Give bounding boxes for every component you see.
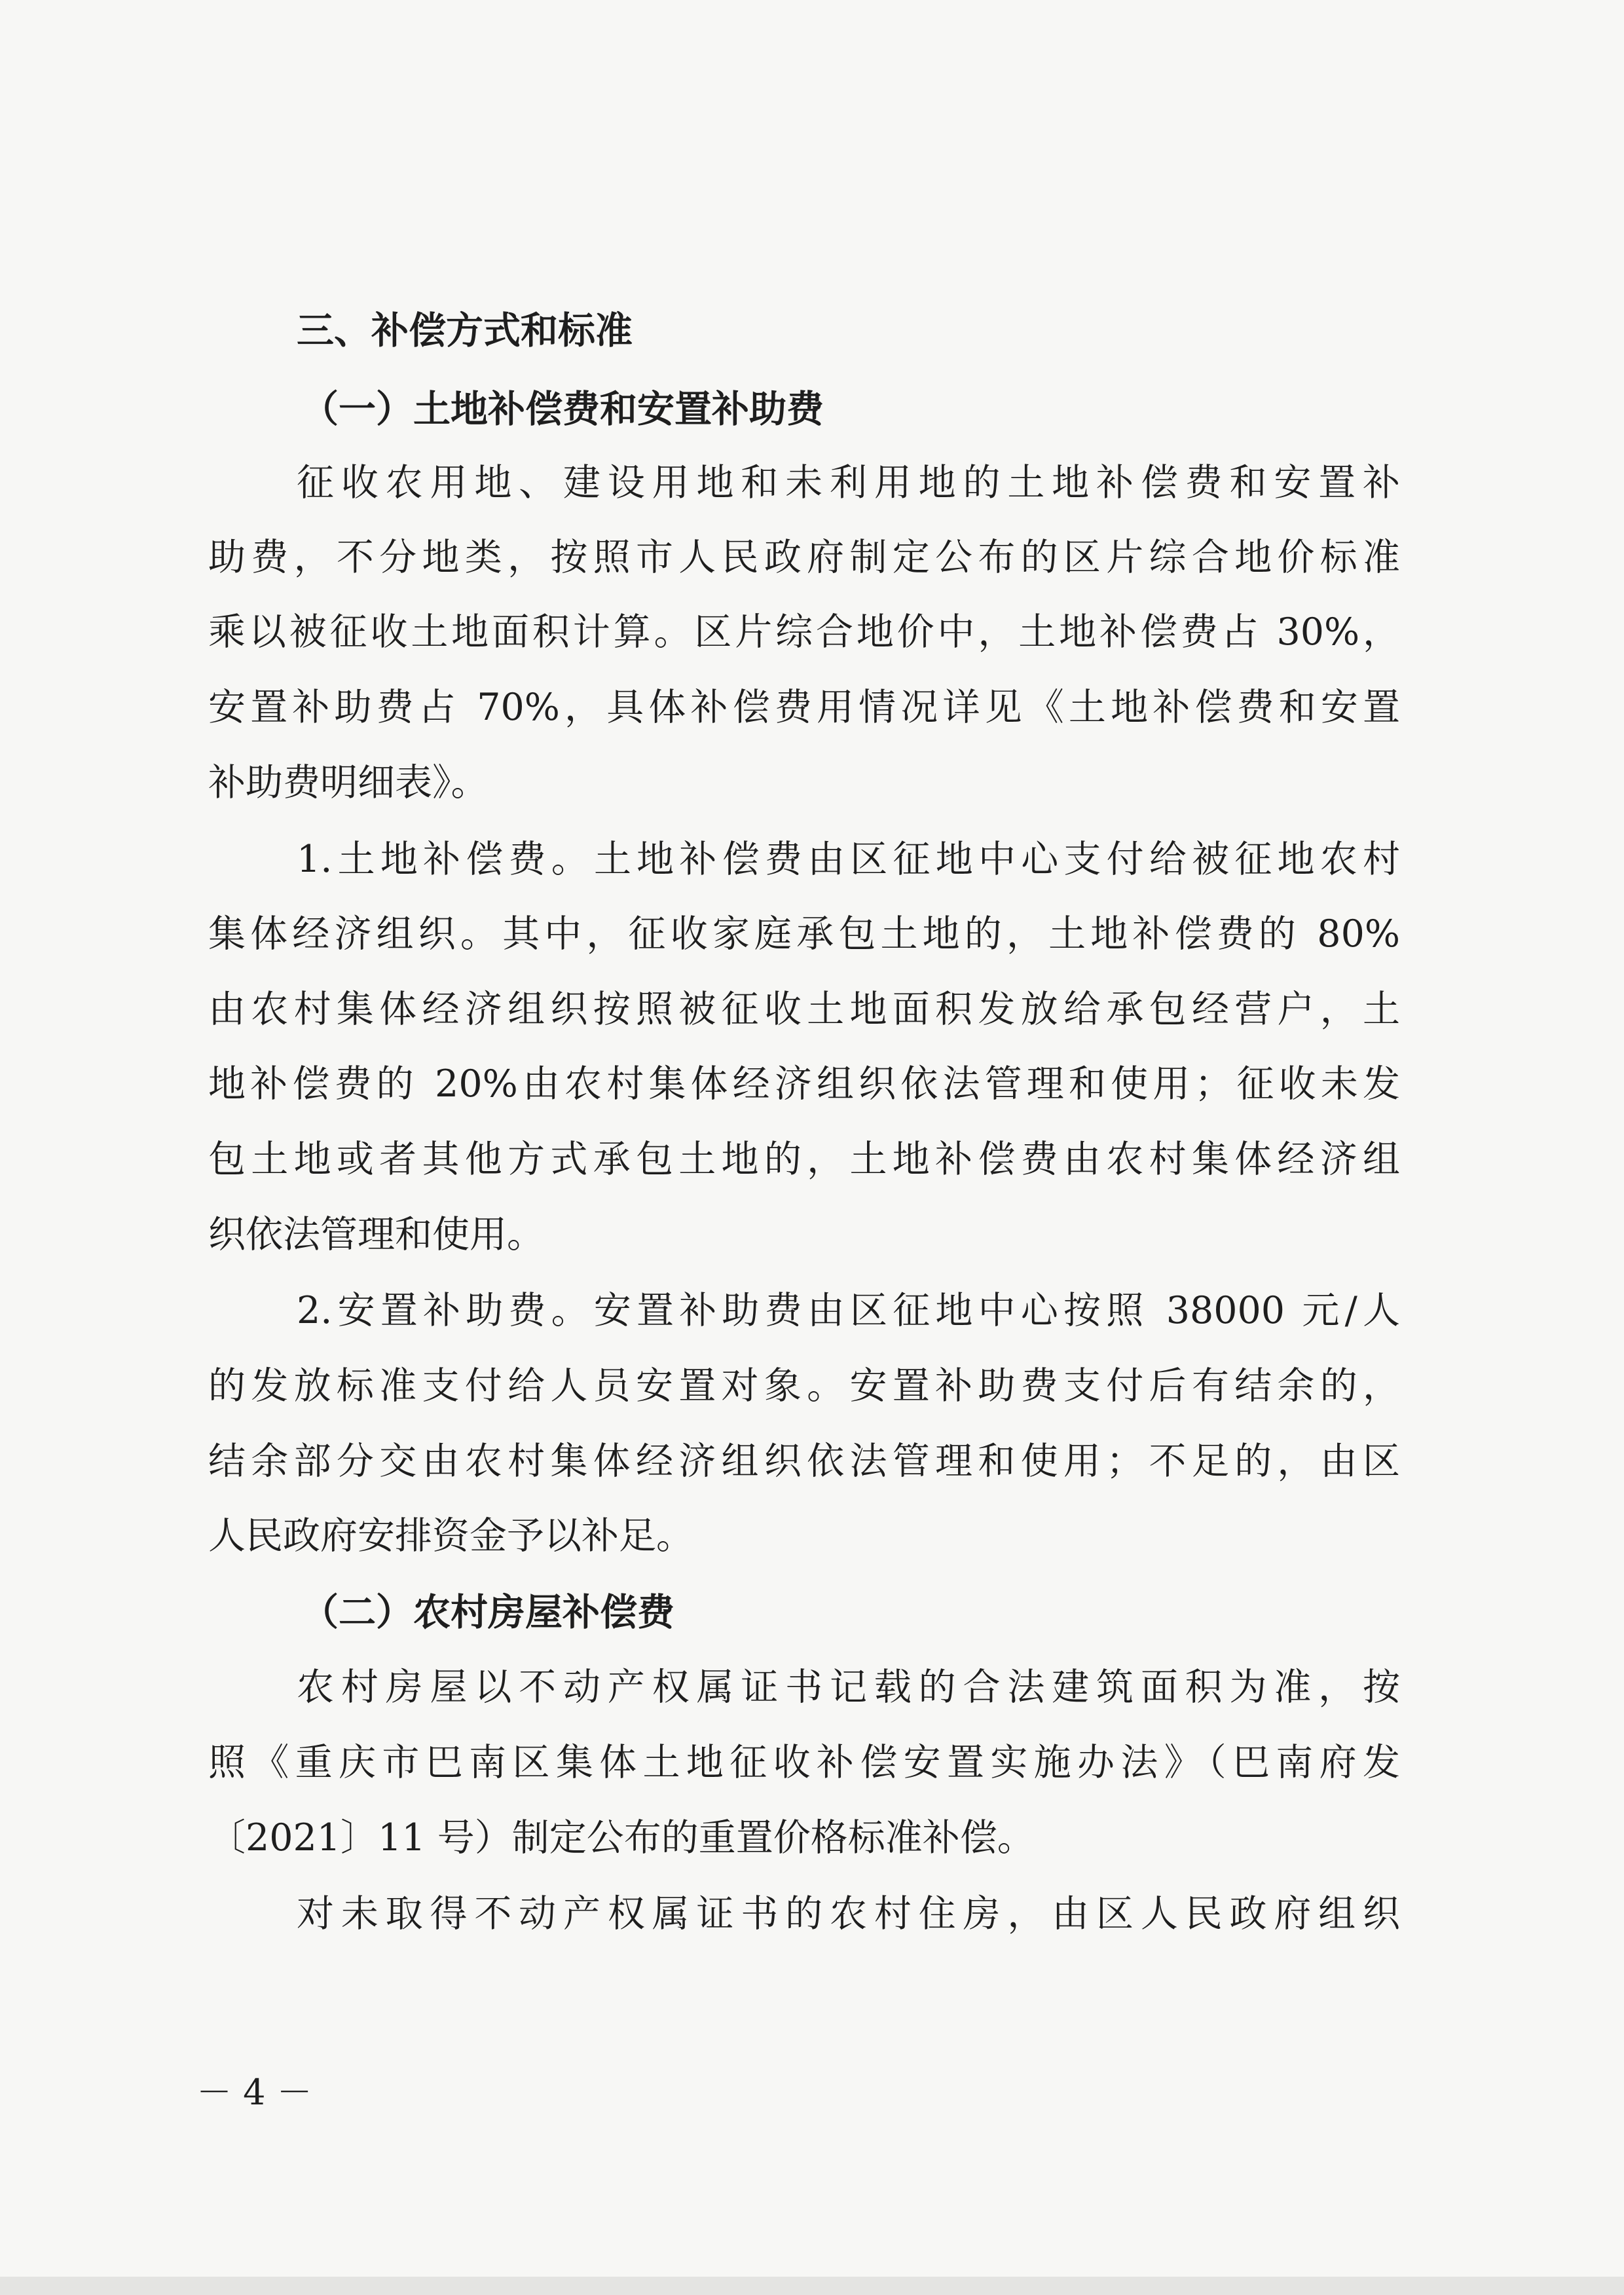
paragraph-line: 2.安置补助费。安置补助费由区征地中心按照 38000 元/人 <box>297 1289 1400 1332</box>
paragraph-line: 乘以被征收土地面积计算。区片综合地价中，土地补偿费占 30%， <box>208 610 1400 654</box>
paragraph-line: 征收农用地、建设用地和未利用地的土地补偿费和安置补 <box>297 461 1400 504</box>
subsection-heading-2: （二）农村房屋补偿费 <box>301 1591 674 1634</box>
section-heading: 三、补偿方式和标准 <box>297 309 633 352</box>
paragraph-line: 地补偿费的 20%由农村集体经济组织依法管理和使用；征收未发 <box>208 1062 1400 1106</box>
paragraph-line: 补助费明细表》。 <box>208 761 489 804</box>
paragraph-line: 助费，不分地类，按照市人民政府制定公布的区片综合地价标准 <box>208 536 1400 579</box>
paragraph-line: 〔2021〕11 号）制定公布的重置价格标准补偿。 <box>208 1816 1035 1859</box>
scan-bottom-edge <box>0 2277 1624 2295</box>
paragraph-line: 对未取得不动产权属证书的农村住房，由区人民政府组织 <box>297 1892 1400 1935</box>
paragraph-line: 由农村集体经济组织按照被征收土地面积发放给承包经营户，土 <box>208 988 1400 1031</box>
paragraph-line: 结余部分交由农村集体经济组织依法管理和使用；不足的，由区 <box>208 1440 1400 1483</box>
paragraph-line: 安置补助费占 70%，具体补偿费用情况详见《土地补偿费和安置 <box>208 686 1400 729</box>
paragraph-line: 照《重庆市巴南区集体土地征收补偿安置实施办法》（巴南府发 <box>208 1741 1400 1784</box>
paragraph-line: 人民政府安排资金予以补足。 <box>208 1514 693 1558</box>
paragraph-line: 包土地或者其他方式承包土地的，土地补偿费由农村集体经济组 <box>208 1138 1400 1181</box>
paragraph-line: 农村房屋以不动产权属证书记载的合法建筑面积为准，按 <box>297 1666 1400 1709</box>
paragraph-line: 1.土地补偿费。土地补偿费由区征地中心支付给被征地农村 <box>297 838 1400 881</box>
paragraph-line: 的发放标准支付给人员安置对象。安置补助费支付后有结余的， <box>208 1364 1400 1408</box>
subsection-heading-1: （一）土地补偿费和安置补助费 <box>301 388 824 431</box>
paragraph-line: 集体经济组织。其中，征收家庭承包土地的，土地补偿费的 80% <box>208 912 1400 956</box>
page-number: － 4 － <box>196 2072 312 2113</box>
paragraph-line: 织依法管理和使用。 <box>208 1213 544 1256</box>
